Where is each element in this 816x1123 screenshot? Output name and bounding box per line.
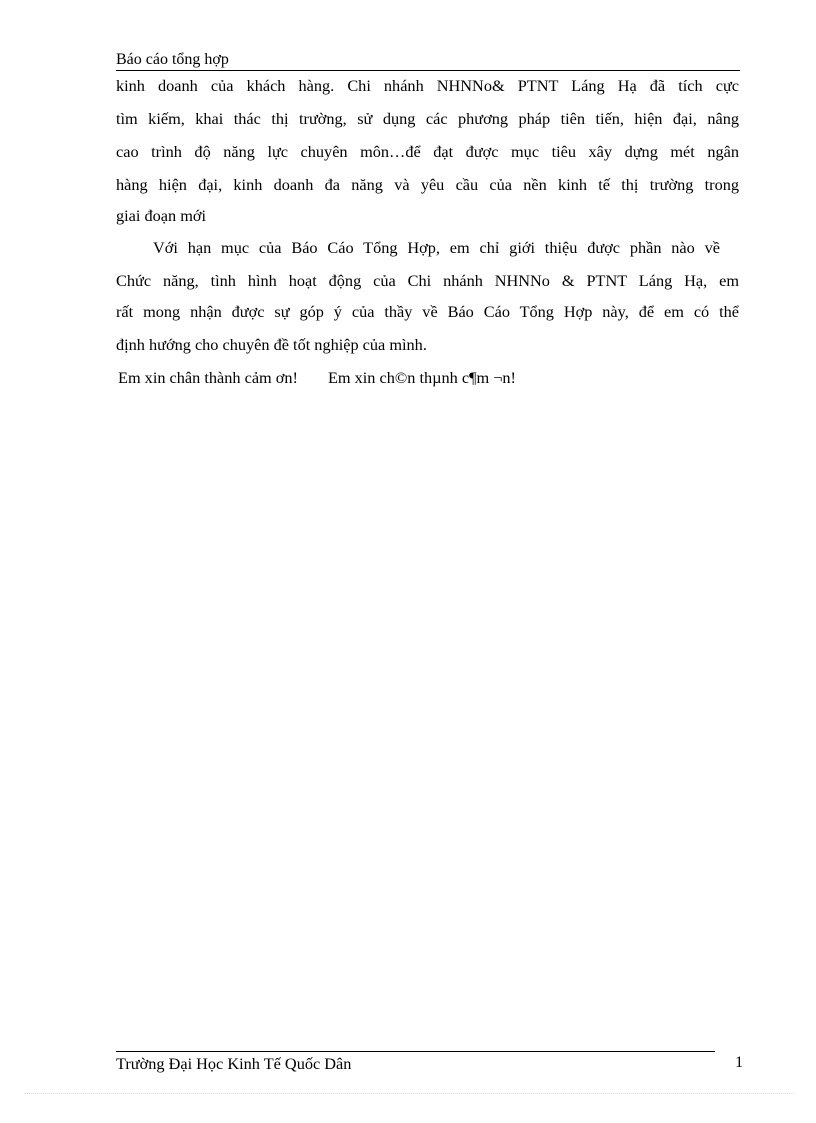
page-number: 1: [735, 1052, 744, 1071]
footer-institution: Trường Đại Học Kinh Tế Quốc Dân: [116, 1054, 352, 1073]
body-line-3: cao trình độ năng lực chuyên môn…để đạt được mục tiêu xây dựng mét ngân: [116, 142, 739, 161]
body-line-1: kinh doanh của khách hàng. Chi nhánh NHNNo& PTNT Láng Hạ đã tích cực: [116, 76, 739, 95]
running-header-title: Báo cáo tổng hợp: [116, 51, 229, 68]
header-divider: [116, 70, 740, 71]
body-line-4: hàng hiện đại, kinh doanh đa năng và yêu cầu của nền kinh tế thị trường trong: [116, 175, 739, 194]
footer-divider: [116, 1051, 715, 1052]
body-line-5: giai đoạn mới: [116, 206, 207, 225]
body-line-9: định hướng cho chuyên đề tốt nghiệp của mình.: [116, 335, 427, 354]
body-line-2: tìm kiếm, khai thác thị trường, sử dụng các phương pháp tiên tiến, hiện đại, nâng: [116, 109, 739, 128]
body-line-6: Với hạn mục của Báo Cáo Tổng Hợp, em chỉ giới thiệu được phần nào về: [153, 238, 720, 257]
page-edge-dotted-line: [24, 1093, 794, 1094]
closing-thanks-garbled: Em xin ch©n thµnh c¶m ¬n!: [327, 368, 516, 387]
closing-line: [118, 368, 516, 388]
body-line-8: rất mong nhận được sự góp ý của thầy về Báo Cáo Tổng Hợp này, để em có thể: [116, 302, 739, 321]
body-line-7: Chức năng, tình hình hoạt động của Chi nhánh NHNNo & PTNT Láng Hạ, em: [116, 271, 739, 290]
closing-thanks: Em xin chân thành cảm ơn!: [118, 368, 298, 387]
